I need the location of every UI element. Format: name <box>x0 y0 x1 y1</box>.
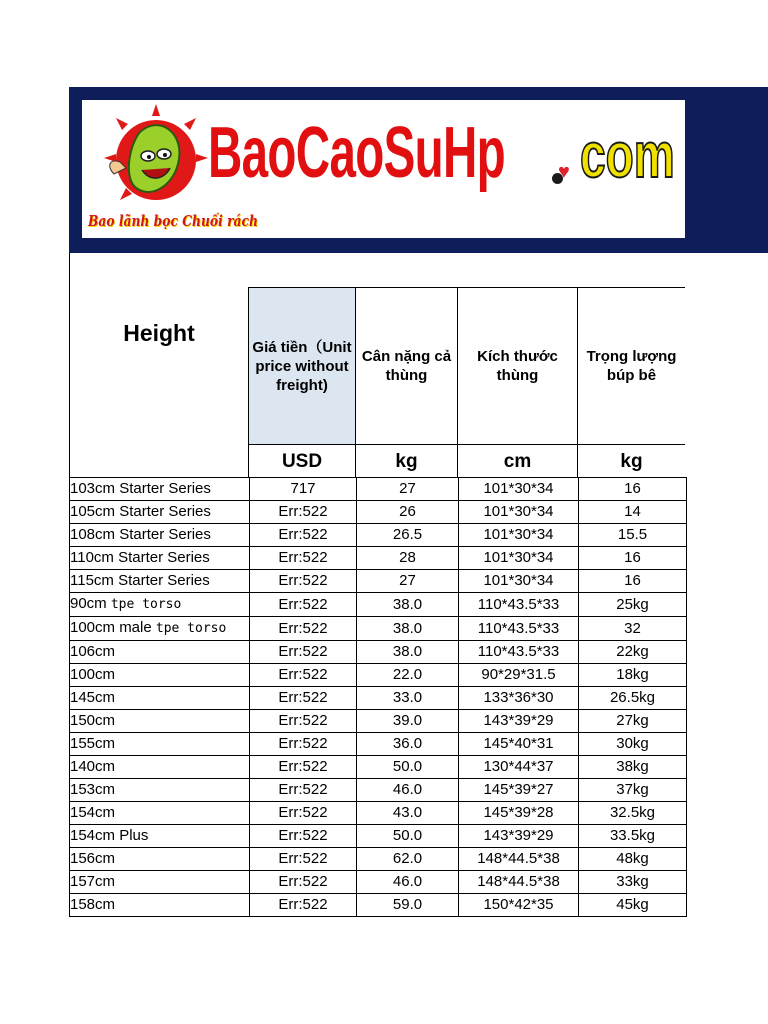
height-label: 100cm male <box>70 619 152 636</box>
price-table <box>69 477 687 917</box>
cell-box-size: 110*43.5*33 <box>459 641 579 664</box>
cell-height <box>70 570 250 593</box>
cell-price: Err:522 <box>250 710 357 733</box>
header-weight-box: Cân nặng cả thùng <box>355 287 457 444</box>
cell-doll-weight: 48kg <box>579 848 687 871</box>
table-row <box>70 478 687 501</box>
table-row <box>70 687 687 710</box>
cell-doll-weight: 16 <box>579 478 687 501</box>
table-row <box>70 848 687 871</box>
cell-height <box>70 733 250 756</box>
cell-weight-box: 50.0 <box>357 825 459 848</box>
cell-height <box>70 664 250 687</box>
brand-name: BaoCaoSuHp <box>208 113 506 193</box>
height-label: 153cm <box>70 781 116 798</box>
cell-box-size: 150*42*35 <box>459 894 579 917</box>
cell-price: Err:522 <box>250 756 357 779</box>
cell-doll-weight: 37kg <box>579 779 687 802</box>
cell-box-size: 101*30*34 <box>459 570 579 593</box>
cell-doll-weight: 15.5 <box>579 524 687 547</box>
cell-price: Err:522 <box>250 501 357 524</box>
cell-doll-weight: 18kg <box>579 664 687 687</box>
table-row <box>70 756 687 779</box>
cell-price: Err:522 <box>250 524 357 547</box>
height-label: 103cm Starter Series <box>70 480 211 497</box>
cell-price: Err:522 <box>250 733 357 756</box>
cell-price: Err:522 <box>250 802 357 825</box>
cell-price: Err:522 <box>250 641 357 664</box>
cell-doll-weight: 14 <box>579 501 687 524</box>
cell-price: Err:522 <box>250 779 357 802</box>
unit-weight-box: kg <box>355 444 457 478</box>
cell-weight-box: 27 <box>357 478 459 501</box>
cell-weight-box: 38.0 <box>357 593 459 617</box>
cell-price: Err:522 <box>250 664 357 687</box>
cell-height <box>70 478 250 501</box>
height-label: 156cm <box>70 850 116 867</box>
height-label: 108cm Starter Series <box>70 526 211 543</box>
height-label: 106cm <box>70 643 116 660</box>
cell-box-size: 130*44*37 <box>459 756 579 779</box>
table-row <box>70 894 687 917</box>
cell-height <box>70 501 250 524</box>
cell-doll-weight: 25kg <box>579 593 687 617</box>
cell-doll-weight: 22kg <box>579 641 687 664</box>
cell-box-size: 148*44.5*38 <box>459 871 579 894</box>
table-row <box>70 710 687 733</box>
cell-height <box>70 710 250 733</box>
cell-weight-box: 26 <box>357 501 459 524</box>
cell-height <box>70 756 250 779</box>
table-row <box>70 524 687 547</box>
cell-height <box>70 593 250 617</box>
cell-weight-box: 27 <box>357 570 459 593</box>
brand-domain-suffix: com <box>580 119 675 191</box>
cell-doll-weight: 33.5kg <box>579 825 687 848</box>
cell-weight-box: 28 <box>357 547 459 570</box>
cell-box-size: 143*39*29 <box>459 825 579 848</box>
height-label: 110cm Starter Series <box>70 549 210 566</box>
table-row <box>70 779 687 802</box>
cell-doll-weight: 16 <box>579 547 687 570</box>
cell-box-size: 110*43.5*33 <box>459 617 579 641</box>
cell-box-size: 101*30*34 <box>459 524 579 547</box>
cell-doll-weight: 33kg <box>579 871 687 894</box>
table-row <box>70 593 687 617</box>
cell-box-size: 101*30*34 <box>459 478 579 501</box>
table-row <box>70 641 687 664</box>
cell-height <box>70 825 250 848</box>
height-label: 140cm <box>70 758 116 775</box>
cell-height <box>70 779 250 802</box>
banana-mascot-icon <box>100 104 212 214</box>
cell-doll-weight: 30kg <box>579 733 687 756</box>
cell-price: Err:522 <box>250 894 357 917</box>
cell-doll-weight: 32.5kg <box>579 802 687 825</box>
table-row <box>70 664 687 687</box>
header-price: Giá tiền（Unit price without freight) <box>248 287 355 444</box>
cell-weight-box: 59.0 <box>357 894 459 917</box>
header-doll-weight: Trọng lượng búp bê <box>577 287 685 444</box>
cell-doll-weight: 45kg <box>579 894 687 917</box>
unit-price: USD <box>248 444 355 478</box>
cell-doll-weight: 26.5kg <box>579 687 687 710</box>
height-label: 150cm <box>70 712 116 729</box>
height-label: 155cm <box>70 735 116 752</box>
cell-height <box>70 524 250 547</box>
cell-height <box>70 641 250 664</box>
height-label: 157cm <box>70 873 116 890</box>
cell-box-size: 148*44.5*38 <box>459 848 579 871</box>
cell-weight-box: 39.0 <box>357 710 459 733</box>
cell-price: Err:522 <box>250 547 357 570</box>
header-box-size: Kích thước thùng <box>457 287 577 444</box>
cell-weight-box: 38.0 <box>357 641 459 664</box>
cell-doll-weight: 38kg <box>579 756 687 779</box>
height-label: 158cm <box>70 896 116 913</box>
cell-price: Err:522 <box>250 848 357 871</box>
cell-doll-weight: 27kg <box>579 710 687 733</box>
cell-height <box>70 802 250 825</box>
cell-box-size: 143*39*29 <box>459 710 579 733</box>
cell-price: Err:522 <box>250 687 357 710</box>
height-label: 115cm Starter Series <box>70 572 210 589</box>
cell-box-size: 145*39*28 <box>459 802 579 825</box>
height-label: 105cm Starter Series <box>70 503 211 520</box>
cell-box-size: 90*29*31.5 <box>459 664 579 687</box>
cell-price: Err:522 <box>250 593 357 617</box>
height-suffix: tpe torso <box>110 597 182 612</box>
cell-weight-box: 38.0 <box>357 617 459 641</box>
cell-weight-box: 43.0 <box>357 802 459 825</box>
cell-height <box>70 617 250 641</box>
cell-weight-box: 46.0 <box>357 871 459 894</box>
unit-doll-weight: kg <box>577 444 685 478</box>
cell-weight-box: 46.0 <box>357 779 459 802</box>
cell-height <box>70 894 250 917</box>
height-label: 154cm Plus <box>70 827 149 844</box>
cell-box-size: 101*30*34 <box>459 547 579 570</box>
cell-box-size: 110*43.5*33 <box>459 593 579 617</box>
cell-height <box>70 871 250 894</box>
cell-price: Err:522 <box>250 825 357 848</box>
table-row <box>70 733 687 756</box>
table-row <box>70 547 687 570</box>
cell-weight-box: 36.0 <box>357 733 459 756</box>
cell-box-size: 145*40*31 <box>459 733 579 756</box>
unit-box-size: cm <box>457 444 577 478</box>
cell-price: Err:522 <box>250 871 357 894</box>
table-row <box>70 825 687 848</box>
cell-weight-box: 22.0 <box>357 664 459 687</box>
cell-weight-box: 62.0 <box>357 848 459 871</box>
cell-weight-box: 33.0 <box>357 687 459 710</box>
height-suffix: tpe torso <box>155 621 227 636</box>
table-row <box>70 570 687 593</box>
table-row <box>70 871 687 894</box>
cell-box-size: 133*36*30 <box>459 687 579 710</box>
height-label: 100cm <box>70 666 116 683</box>
height-label: 145cm <box>70 689 116 706</box>
height-label: 154cm <box>70 804 116 821</box>
cell-doll-weight: 16 <box>579 570 687 593</box>
table-row <box>70 501 687 524</box>
cell-doll-weight: 32 <box>579 617 687 641</box>
cell-height <box>70 848 250 871</box>
heart-icon: ♥ <box>558 161 570 183</box>
brand-slogan: Bao lãnh bọc Chuối rách <box>88 212 258 230</box>
cell-price: 717 <box>250 478 357 501</box>
height-label: 90cm <box>70 595 107 612</box>
cell-price: Err:522 <box>250 570 357 593</box>
header-height: Height <box>123 320 195 346</box>
cell-height <box>70 547 250 570</box>
cell-box-size: 145*39*27 <box>459 779 579 802</box>
brand-banner <box>82 100 685 238</box>
cell-height <box>70 687 250 710</box>
cell-box-size: 101*30*34 <box>459 501 579 524</box>
cell-weight-box: 26.5 <box>357 524 459 547</box>
cell-weight-box: 50.0 <box>357 756 459 779</box>
cell-price: Err:522 <box>250 617 357 641</box>
table-row <box>70 617 687 641</box>
table-row <box>70 802 687 825</box>
